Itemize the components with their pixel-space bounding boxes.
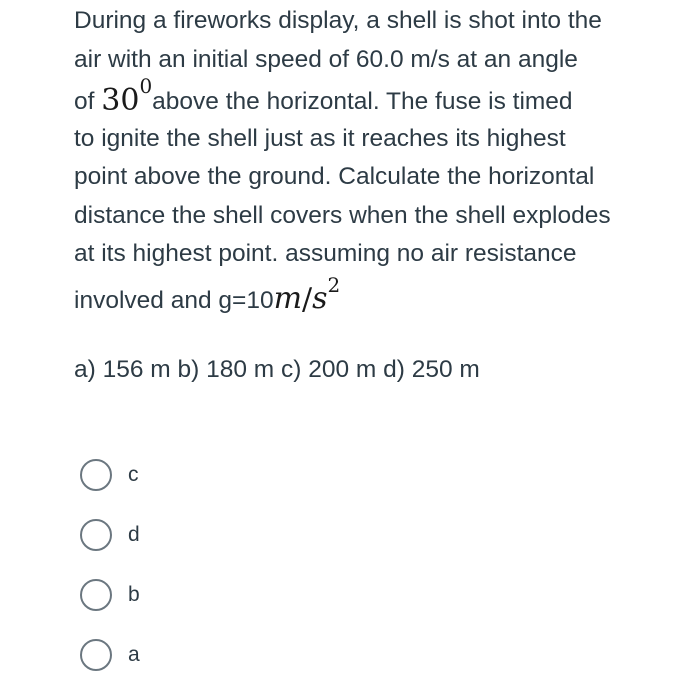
question-line-5: point above the ground. Calculate the horizontal: [74, 163, 595, 190]
question-line-7: at its highest point. assuming no air resistance: [74, 240, 577, 267]
option-b[interactable]: [80, 576, 140, 614]
question-line-3-start: of: [74, 88, 102, 115]
radio-button-a[interactable]: [80, 639, 112, 671]
unit-second: s: [312, 280, 328, 316]
question-line-8-start: involved and g=10: [74, 286, 274, 314]
radio-button-c[interactable]: [80, 459, 112, 491]
option-a[interactable]: [80, 636, 140, 674]
option-d[interactable]: [80, 516, 140, 554]
option-c[interactable]: [80, 456, 140, 494]
angle-degree-superscript: 0: [139, 74, 153, 98]
radio-button-b[interactable]: [80, 579, 112, 611]
option-label-c: c: [128, 463, 139, 486]
radio-button-d[interactable]: [80, 519, 112, 551]
question-line-3-end: above the horizontal. The fuse is timed: [152, 88, 573, 115]
answer-options: [80, 456, 140, 696]
answer-choices-text: a) 156 m b) 180 m c) 200 m d) 250 m: [74, 356, 480, 383]
unit-squared-superscript: 2: [327, 272, 341, 297]
question-line-2: air with an initial speed of 60.0 m/s at an angle: [74, 45, 578, 73]
question-line-8: [74, 274, 684, 319]
question-text: [74, 2, 684, 318]
unit-slash: /: [302, 281, 313, 317]
question-line-6: distance the shell covers when the shell explodes: [74, 201, 611, 229]
question-line-4: to ignite the shell just as it reaches its highest: [74, 124, 566, 152]
option-label-a: a: [128, 643, 140, 666]
question-line-1: During a fireworks display, a shell is shot into the: [74, 7, 602, 34]
option-label-d: d: [128, 523, 140, 546]
question-line-3: [74, 74, 684, 120]
option-label-b: b: [128, 583, 140, 606]
unit-meter: m: [273, 280, 303, 316]
angle-value: 30: [101, 83, 140, 118]
